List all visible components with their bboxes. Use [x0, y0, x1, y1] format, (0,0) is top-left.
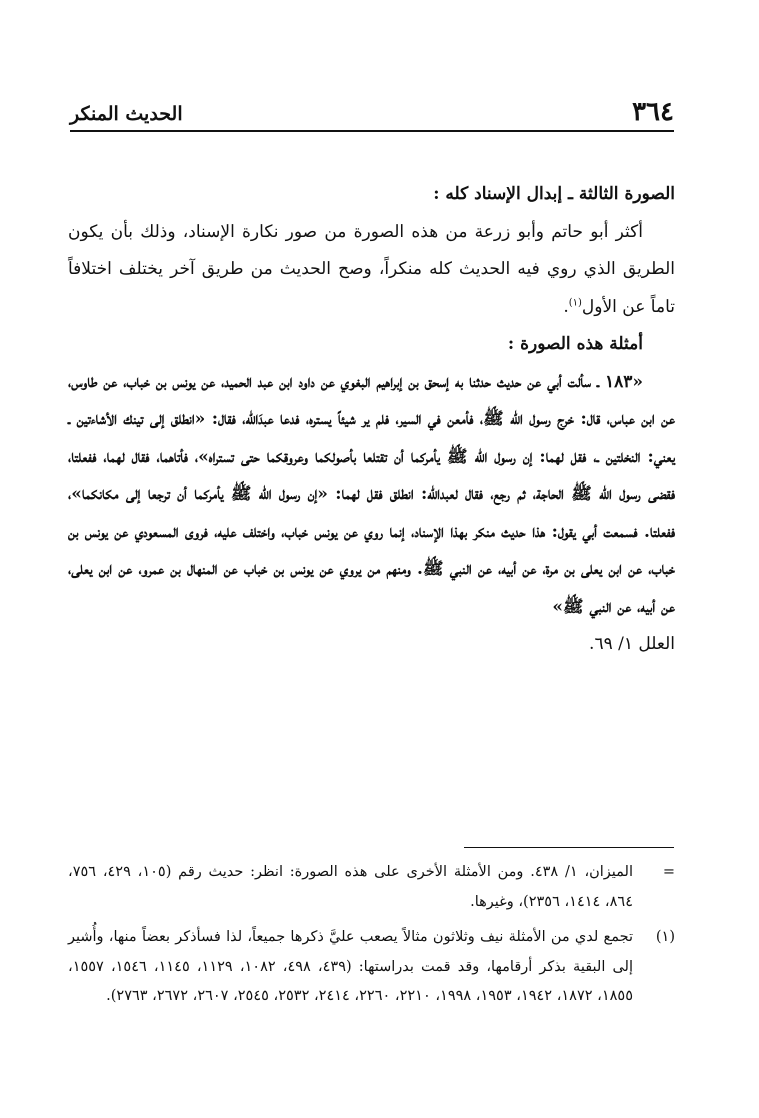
footnote-marker: (١)	[655, 929, 675, 945]
page-header	[70, 96, 674, 132]
footnote-line: تجمع لدي من الأمثلة نيف وثلاثون مثالاً يصعب عليَّ ذكرها جميعاً، لذا فسأذكر بعضاً	[141, 929, 634, 945]
intro-line: أكثر أبو حاتم وأبو زرعة من هذه الصورة من صور نكارة الإسناد، وذلك بأن	[110, 221, 644, 242]
page-number: ٣٦٤	[632, 97, 674, 127]
main-text	[68, 176, 675, 664]
intro-end: .	[563, 296, 569, 317]
intro-line: يختلف اختلافاً تاماً عن الأول	[68, 259, 675, 317]
footnote-line: منها، وأُشير إلى البقية بذكر أرقامها، وقد قمت بدراستها: (٤٣٩، ٤٩٨، ١٠٨٢،	[68, 929, 634, 975]
footnote-line: الميزان، ١/ ٤٣٨. ومن الأمثلة الأخرى على هذه الصورة: انظر: حديث رقم (١٠٥،	[137, 864, 634, 880]
intro-paragraph	[68, 214, 675, 327]
example-line: بهذا الإسناد، إنما روي عن يونس خباب، واختلف عليه، فروى المسعودي عن	[114, 521, 468, 542]
intro-line: يكون الطريق الذي روي فيه الحديث كله منكراً، وصح الحديث من طريق آخر	[68, 221, 675, 279]
footnote-line: ٢٢٦٠، ٢٤١٤، ٢٥٣٢، ٢٥٤٥، ٢٦٠٧، ٢٦٧٢، ٢٧٦٣).	[106, 988, 391, 1004]
footnote-line: ١١٢٩، ١١٤٥، ١٥٤٦، ١٥٥٧، ١٨٥٥، ١٨٧٢، ١٩٤٢، ١٩٥٣، ١٩٩٨، ٢٢١٠،	[68, 958, 633, 1004]
footnote-marker: =	[662, 864, 675, 880]
example-line: يونس بن خباب، عن ابن يعلى بن مرة، عن أبيه، عن النبي ﷺ. ومنهم من يروي	[68, 521, 675, 579]
example-line: إلى تينك الأشاءتين ـ يعني: النخلتين ـ، فقل لهما: إن رسول الله ﷺ يأمركما أن	[68, 409, 675, 467]
footnotes	[68, 858, 675, 1018]
example-line: «١٨٣ ـ سألت أبي عن حديث حدثنا به إسحق بن إبراهيم البغوي عن داود	[298, 371, 643, 392]
running-title: الحديث المنكر	[70, 103, 183, 125]
section-heading: الصورة الثالثة ـ إبدال الإسناد كله :	[433, 184, 675, 204]
example-line: تقتلعا بأصولكما وعروقكما حتى تستراه»، فأتاهما، فقال لهما، ففعلتا، فقضى	[68, 446, 675, 504]
example-line: ابن عبد الحميد، عن يونس بن خباب، عن طاوس، عن ابن عباس، قال: خرج	[68, 371, 675, 429]
example-line: عن يونس بن خباب عن المنهال بن عمرو، عن ابن يعلى، عن أبيه، عن النبي ﷺ»	[68, 559, 675, 617]
example-line: رسول الله ﷺ الحاجة، ثم رجع، فقال لعبدالله: انطلق فقل لهما: «إن رسول الله ﷺ	[230, 484, 641, 504]
footnote-continued	[68, 858, 675, 917]
example-line: يأمركما أن ترجعا إلى مكانكما»، ففعلتا. فسمعت أبي يقول: هذا حديث منكر	[68, 484, 676, 542]
example-quote	[68, 364, 675, 627]
example-line: رسول الله ﷺ، فأمعن في السير، فلم ير شيئاً يستره، فدعا عبدَالله، فقال: «انطلق	[170, 409, 551, 429]
footnote-line: ٤٢٩، ٧٥٦، ٨٦٤، ١٤١٤، ٢٣٥٦)، وغيرها.	[68, 864, 633, 910]
footnote-divider	[464, 847, 674, 848]
footnote-1	[68, 923, 675, 1012]
example-citation: العلل ١/ ٦٩.	[589, 634, 675, 654]
footnote-reference: (١)	[568, 296, 582, 308]
examples-heading: أمثلة هذه الصورة :	[507, 334, 643, 354]
